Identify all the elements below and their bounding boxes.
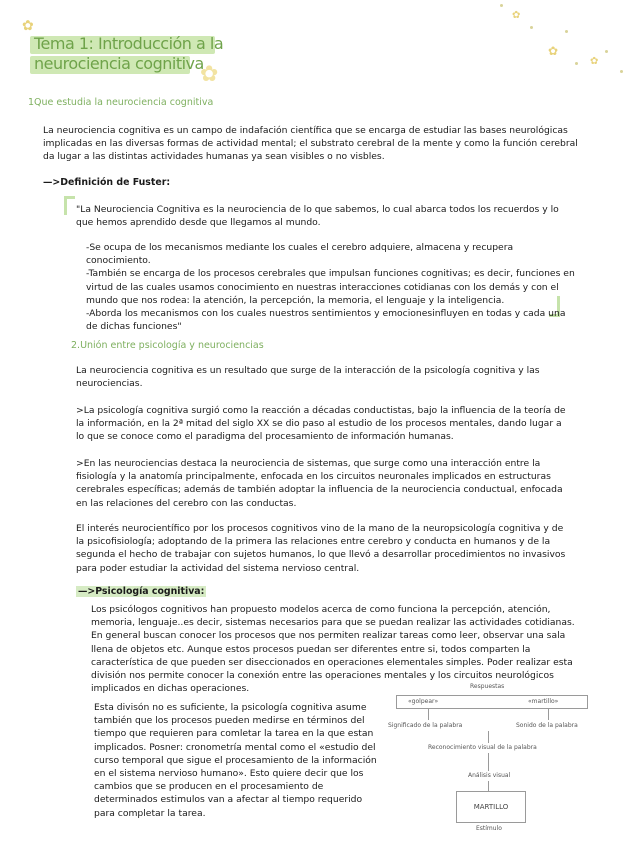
section2-paragraph-1 <box>76 364 568 390</box>
fuster-quote-text: "La Neurociencia Cognitiva es la neurociencia de lo que sabemos, lo cual abarca todos los recuerdos y lo que hemos aprendido desde que llegamos al mundo. <box>76 204 559 229</box>
decorative-dot <box>500 4 503 7</box>
decorative-dot <box>575 62 578 65</box>
section2-paragraph-2 <box>76 404 568 444</box>
flower-decoration-icon: ✿ <box>590 56 599 67</box>
section2-heading: 2.Unión entre psicología y neurociencias <box>71 340 264 351</box>
section2-paragraph-text: El interés neurocientífico por los procesos cognitivos vino de la mano de la neuropsicología cognitiva y de la psicofisiología; adoptando de la primera las relaciones entre cerebro y conducta en humanos y de la segunda el hecho de trabajar con sujetos humanos, lo que llevó a desarrollar procedimientos no invasivos para poder estudiar la actividad del sistema nervioso central. <box>76 523 566 574</box>
decorative-dot <box>530 26 533 29</box>
section1-paragraph-text: La neurociencia cognitiva es un campo de indafación científica que se encarga de estudiar las bases neurológicas implicadas en las diversas formas de actividad mental; el substrato cerebral de la mente y como la función cerebral da lugar a las distintas actividades humanas ya sean visibles o no visbles. <box>43 125 578 163</box>
fuster-point: -Se ocupa de los mecanismos mediante los cuales el cerebro adquiere, almacena y recupera conocimiento. <box>86 242 514 267</box>
posner-paragraph <box>94 701 380 820</box>
section2-paragraph-4 <box>76 522 568 575</box>
fuster-quote <box>76 203 562 229</box>
title-line-2: neurociencia cognitiva <box>34 54 204 73</box>
diagram-visual-analysis: Análisis visual <box>468 772 511 779</box>
posner-paragraph-text: Esta divisón no es suficiente, la psicología cognitiva asume también que los procesos pueden medirse en términos del tiempo que requieren para comletar la tarea en la que estan implicados. Posner: cronometría mental como el «estudio del curso temporal que sigue el procesamiento de la información en el sistema nervioso humano». Esto quiere decir que los cambios que se producen en el procesamiento de determinados estimulos van a afectar al tiempo requerido para completar la tarea. <box>94 702 377 819</box>
title-line-1: Tema 1: Introducción a la <box>34 34 224 53</box>
section1-heading: 1Que estudia la neurociencia cognitiva <box>28 97 214 108</box>
section2-paragraph-text: >La psicología cognitiva surgió como la reacción a décadas conductistas, bajo la influencia de la teoría de la información, en la 2ª mitad del siglo XX se dio paso al estudio de los procesos mentales, dando lugar a lo que se conoce como el paradigma del procesamiento de información humanas. <box>76 405 566 443</box>
diagram-stimulus-label: Estímulo <box>476 825 502 832</box>
cognitive-processing-diagram <box>388 683 588 835</box>
section2-paragraph-text: La neurociencia cognitiva es un resultado que surge de la interacción de la psicología cognitiva y las neurociencias. <box>76 365 540 390</box>
psico-paragraph-text: Los psicólogos cognitivos han propuesto modelos acerca de como funciona la percepción, atención, memoria, lenguaje..es decir, sistemas necesarios para que se puedan realizar las actividades cotidianas. En general buscan conocer los procesos que nos permiten realizar tareas como leer, observar una sala llena de objetos etc. Aunque estos procesos puedan ser diferentes entre si, todos comparten la característica de que pueden ser diseccionados en operaciones elementales simples. Poder realizar esta división nos permite conocer la conexión entre las operaciones mentales y los circuitos neurológicos implicados en dichas operaciones. <box>91 604 575 695</box>
decorative-dot <box>565 30 568 33</box>
psico-label <box>76 586 206 597</box>
flower-decoration-icon: ✿ <box>512 10 521 21</box>
quote-bracket-left <box>64 196 75 215</box>
fuster-label: —>Definición de Fuster: <box>43 177 171 188</box>
psico-paragraph <box>91 603 579 695</box>
diagram-visual-recognition: Reconocimiento visual de la palabra <box>428 744 537 751</box>
page-title <box>30 32 224 76</box>
psico-label-text: —>Psicología cognitiva: <box>78 586 205 597</box>
fuster-points <box>86 241 578 333</box>
diagram-arrow <box>428 708 429 720</box>
flower-decoration-icon: ✿ <box>200 62 219 87</box>
diagram-arrow <box>548 708 549 720</box>
diagram-meaning: Significado de la palabra <box>388 722 463 729</box>
section2-paragraph-3 <box>76 457 568 510</box>
diagram-arrow <box>488 753 489 771</box>
diagram-box-left: «golpear» <box>408 698 439 705</box>
section1-paragraph <box>43 124 591 164</box>
flower-decoration-icon: ✿ <box>22 18 34 34</box>
flower-decoration-icon: ✿ <box>548 44 559 58</box>
diagram-sound: Sonido de la palabra <box>516 722 578 729</box>
diagram-top-label: Respuestas <box>470 683 505 690</box>
fuster-point: -Aborda los mecanismos con los cuales nuestros sentimientos y emocionesinfluyen en todas y cada una de dichas funciones" <box>86 308 566 333</box>
diagram-arrow <box>488 781 489 791</box>
diagram-stimulus-box: MARTILLO <box>456 791 526 823</box>
decorative-dot <box>620 70 623 73</box>
diagram-arrow <box>488 731 489 743</box>
section2-paragraph-text: >En las neurociencias destaca la neurociencia de sistemas, que surge como una interacción entre la fisiología y la anatomía principalmente, enfocada en los circuitos neuronales implicados en estructuras cerebrales específicas; además de también adoptar la influencia de la neurociencia conductual, enfocada en las relaciones del cerebro con las conductas. <box>76 458 563 509</box>
fuster-point: -También se encarga de los procesos cerebrales que impulsan funciones cognitivas; es decir, funciones en virtud de las cuales usamos conocimiento en nuestras interacciones cotidianas con los demás y con el mundo que nos rodea: la atención, la percepción, la memoria, el lenguaje y la inteligencia. <box>86 268 575 306</box>
decorative-dot <box>605 50 608 53</box>
diagram-box-right: «martillo» <box>528 698 559 705</box>
